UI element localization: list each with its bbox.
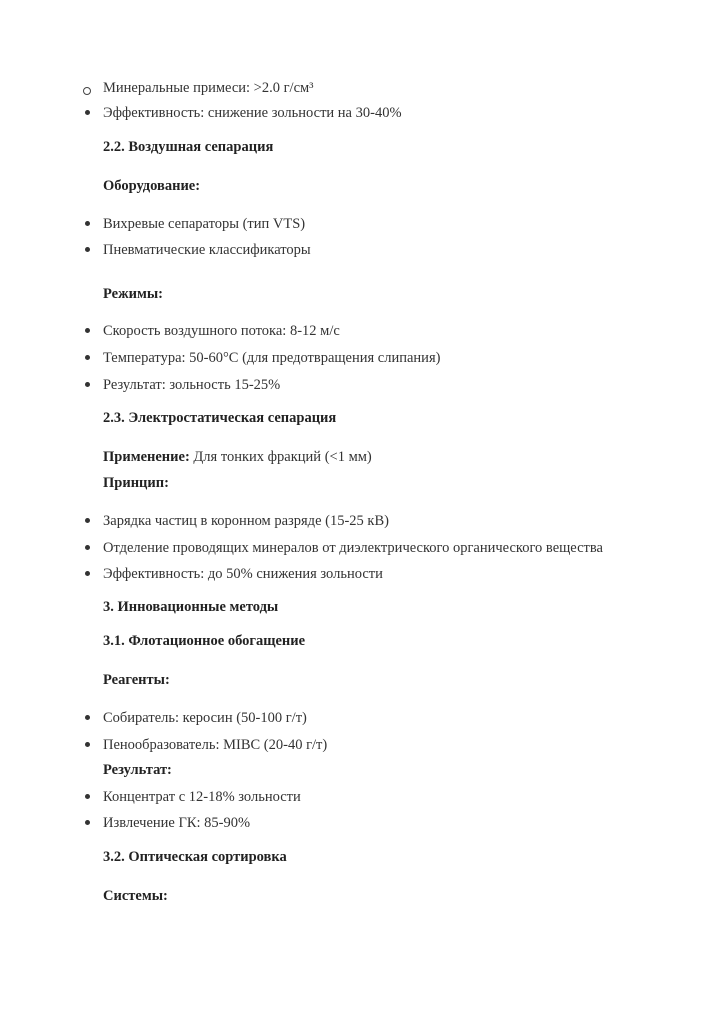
bullet-icon: [85, 794, 90, 799]
subheading: Оборудование:: [103, 178, 201, 194]
list-item: Скорость воздушного потока: 8-12 м/с: [103, 323, 340, 339]
section-heading: 2.3. Электростатическая сепарация: [103, 410, 337, 426]
sub-bullet-icon: [83, 87, 91, 95]
section-heading: 3.1. Флотационное обогащение: [103, 633, 306, 649]
bullet-icon: [85, 518, 90, 523]
application-line: [103, 448, 372, 466]
application-value: Для тонких фракций (<1 мм): [189, 449, 372, 465]
list-item: Пенообразователь: MIBC (20-40 г/т): [103, 737, 328, 753]
subheading: Режимы:: [103, 286, 163, 302]
subheading: Реагенты:: [103, 672, 170, 688]
list-item: Температура: 50-60°C (для предотвращения слипания): [103, 350, 441, 366]
list-item: Пневматические классификаторы: [103, 242, 311, 258]
section-heading: 3. Инновационные методы: [103, 599, 279, 615]
bullet-icon: [85, 221, 90, 226]
application-label: Применение:: [103, 449, 190, 465]
subheading: Системы:: [103, 888, 168, 904]
bullet-icon: [85, 328, 90, 333]
list-item: Извлечение ГК: 85-90%: [103, 815, 251, 831]
section-heading: 3.2. Оптическая сортировка: [103, 849, 287, 865]
section-heading: 2.2. Воздушная сепарация: [103, 139, 274, 155]
list-item: Концентрат с 12-18% зольности: [103, 789, 301, 805]
bullet-icon: [85, 715, 90, 720]
bullet-icon: [85, 355, 90, 360]
list-item: Вихревые сепараторы (тип VTS): [103, 216, 306, 232]
bullet-icon: [85, 742, 90, 747]
subheading: Принцип:: [103, 475, 169, 491]
list-item: Результат: зольность 15-25%: [103, 377, 281, 393]
list-item: Эффективность: до 50% снижения зольности: [103, 566, 383, 582]
bullet-icon: [85, 110, 90, 115]
list-item: Минеральные примеси: >2.0 г/см³: [103, 80, 314, 96]
subheading: Результат:: [103, 762, 172, 778]
bullet-icon: [85, 247, 90, 252]
list-item: Отделение проводящих минералов от диэлектрического органического вещества: [103, 540, 603, 556]
bullet-icon: [85, 545, 90, 550]
list-item: Эффективность: снижение зольности на 30-40%: [103, 105, 402, 121]
bullet-icon: [85, 382, 90, 387]
bullet-icon: [85, 820, 90, 825]
list-item: Зарядка частиц в коронном разряде (15-25 кВ): [103, 513, 389, 529]
list-item: Собиратель: керосин (50-100 г/т): [103, 710, 307, 726]
bullet-icon: [85, 571, 90, 576]
